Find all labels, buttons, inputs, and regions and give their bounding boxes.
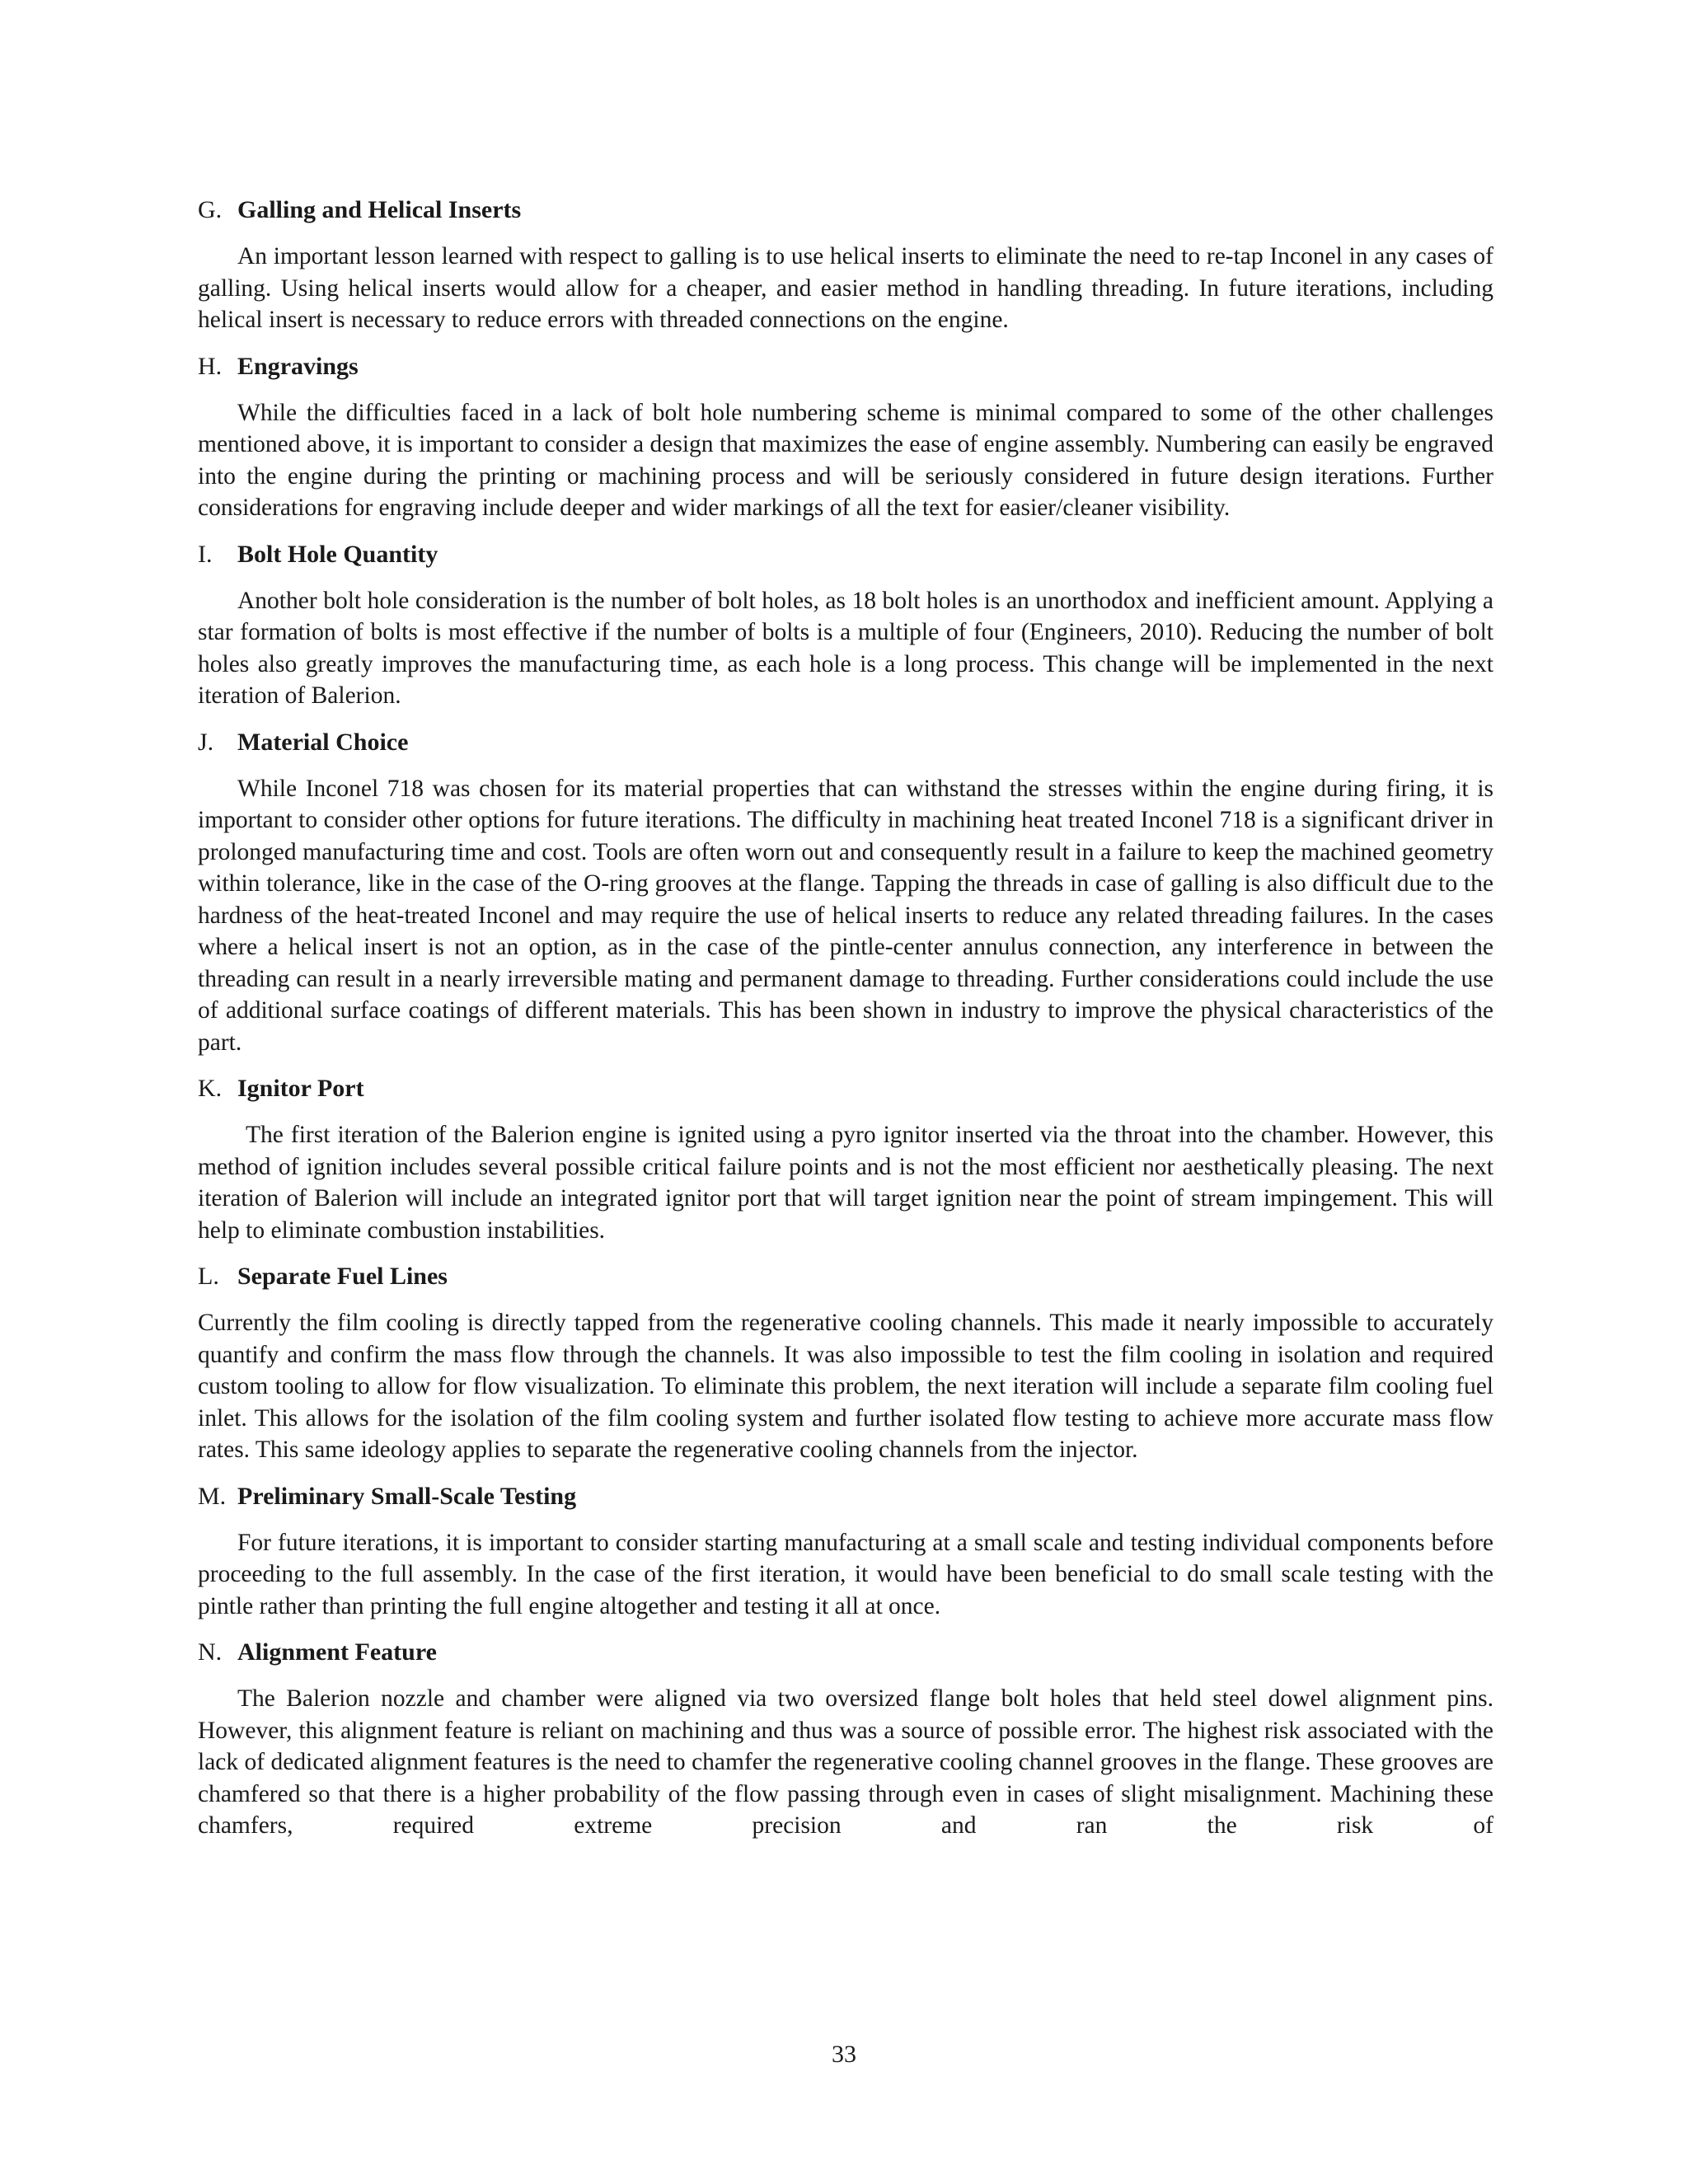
section-letter: M. bbox=[198, 1482, 227, 1510]
section-letter: J. bbox=[198, 728, 214, 756]
page-number: 33 bbox=[832, 2041, 856, 2068]
section-letter: H. bbox=[198, 352, 223, 380]
section-title: Alignment Feature bbox=[237, 1638, 437, 1666]
section-heading bbox=[198, 727, 1493, 758]
section-title: Preliminary Small-Scale Testing bbox=[237, 1482, 577, 1510]
section-letter: K. bbox=[198, 1075, 223, 1102]
section-paragraph: An important lesson learned with respect to galling is to use helical inserts to eliminate the need to re-tap Inconel in any cases of galling. Using helical inserts would allow for a cheaper, and easier method in handling threading. In future iterations, including helical insert is necessary to reduce errors with threaded connections on the engine. bbox=[198, 243, 1493, 333]
section-letter: G. bbox=[198, 196, 223, 223]
section-title: Bolt Hole Quantity bbox=[237, 540, 438, 568]
page-content bbox=[198, 194, 1493, 1857]
section-bolt-hole-quantity bbox=[198, 539, 1493, 712]
section-paragraph: The first iteration of the Balerion engine is ignited using a pyro ignitor inserted via the throat into the chamber. However, this method of ignition includes several possible critical failure points and is not the most efficient nor aesthetically pleasing. The next iteration of Balerion will include an integrated ignitor port that will target ignition near the point of stream impingement. This will help to eliminate combustion instabilities. bbox=[198, 1122, 1493, 1244]
section-letter: N. bbox=[198, 1638, 223, 1666]
section-paragraph: The Balerion nozzle and chamber were aligned via two oversized flange bolt holes that held steel dowel alignment pins. However, this alignment feature is reliant on machining and thus was a source of possible error. The highest risk associated with the lack of dedicated alignment features is the need to chamfer the regenerative cooling channel grooves in the flange. These grooves are chamfered so that there is a higher probability of the flow passing through even in cases of slight misalignment. Machining these chamfers, required extreme precision and ran the risk of bbox=[198, 1685, 1493, 1839]
section-alignment-feature bbox=[198, 1637, 1493, 1842]
section-title: Ignitor Port bbox=[237, 1075, 364, 1102]
section-heading bbox=[198, 194, 1493, 226]
section-paragraph: While the difficulties faced in a lack of bolt hole numbering scheme is minimal compared to some of the other challenges mentioned above, it is important to consider a design that maximizes the ease of engine assembly. Numbering can easily be engraved into the engine during the printing or machining process and will be seriously considered in future design iterations. Further considerations for engraving include deeper and wider markings of all the text for easier/cleaner visibility. bbox=[198, 399, 1493, 521]
section-separate-fuel-lines bbox=[198, 1261, 1493, 1466]
section-title: Material Choice bbox=[237, 728, 409, 756]
section-heading bbox=[198, 1637, 1493, 1668]
section-heading bbox=[198, 1073, 1493, 1104]
section-letter: L. bbox=[198, 1263, 219, 1290]
section-heading bbox=[198, 351, 1493, 382]
section-heading bbox=[198, 539, 1493, 570]
section-title: Galling and Helical Inserts bbox=[237, 196, 522, 223]
section-galling bbox=[198, 194, 1493, 336]
section-small-scale-testing bbox=[198, 1481, 1493, 1623]
section-heading bbox=[198, 1261, 1493, 1292]
section-ignitor-port bbox=[198, 1073, 1493, 1246]
section-engravings bbox=[198, 351, 1493, 524]
section-paragraph: Currently the film cooling is directly tapped from the regenerative cooling channels. This made it nearly impossible to accurately quantify and confirm the mass flow through the channels. It was also impossible to test the film cooling in isolation and required custom tooling to allow for flow visualization. To eliminate this problem, the next iteration will include a separate film cooling fuel inlet. This allows for the isolation of the film cooling system and further isolated flow testing to achieve more accurate mass flow rates. This same ideology applies to separate the regenerative cooling channels from the injector. bbox=[198, 1310, 1493, 1463]
section-title: Engravings bbox=[237, 352, 359, 380]
section-paragraph: While Inconel 718 was chosen for its material properties that can withstand the stresses within the engine during firing, it is important to consider other options for future iterations. The difficulty in machining heat treated Inconel 718 is a significant driver in prolonged manufacturing time and cost. Tools are often worn out and consequently result in a failure to keep the machined geometry within tolerance, like in the case of the O-ring grooves at the flange. Tapping the threads in case of galling is also difficult due to the hardness of the heat-treated Inconel and may require the use of helical inserts to reduce any related threading failures. In the cases where a helical insert is not an option, as in the case of the pintle-center annulus connection, any interference in between the threading can result in a nearly irreversible mating and permanent damage to threading. Further considerations could include the use of additional surface coatings of different materials. This has been shown in industry to improve the physical characteristics of the part. bbox=[198, 775, 1493, 1056]
section-paragraph: For future iterations, it is important to consider starting manufacturing at a small scale and testing individual components before proceeding to the full assembly. In the case of the first iteration, it would have been beneficial to do small scale testing with the pintle rather than printing the full engine altogether and testing it all at once. bbox=[198, 1529, 1493, 1619]
section-heading bbox=[198, 1481, 1493, 1512]
section-paragraph: Another bolt hole consideration is the number of bolt holes, as 18 bolt holes is an unorthodox and inefficient amount. Applying a star formation of bolts is most effective if the number of bolts is a multiple of four (Engineers, 2010). Reducing the number of bolt holes also greatly improves the manufacturing time, as each hole is a long process. This change will be implemented in the next iteration of Balerion. bbox=[198, 587, 1493, 709]
section-material-choice bbox=[198, 727, 1493, 1059]
section-letter: I. bbox=[198, 540, 213, 568]
section-title: Separate Fuel Lines bbox=[237, 1263, 448, 1290]
